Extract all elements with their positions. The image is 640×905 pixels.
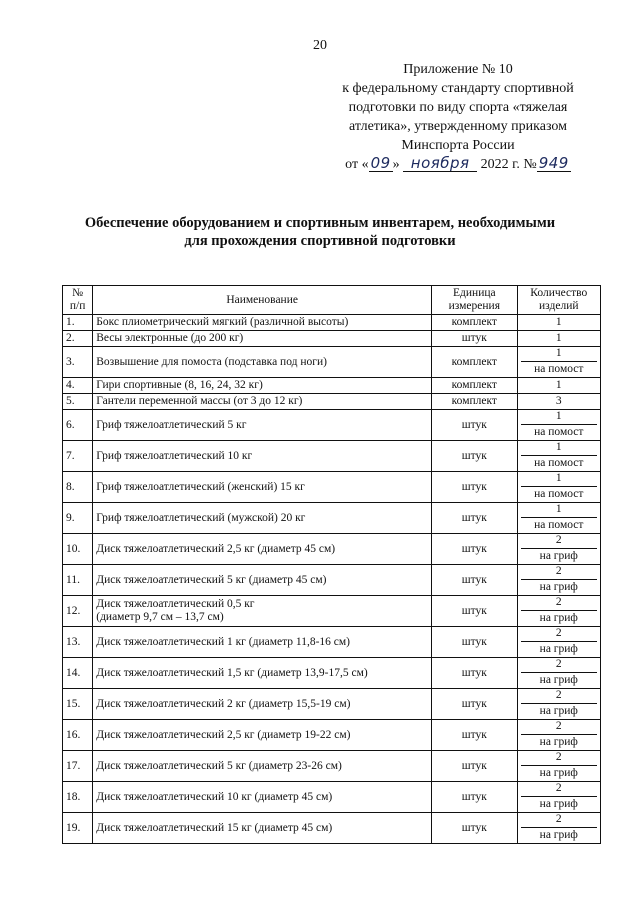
quantity-value: 2 [521, 751, 597, 766]
row-name: Возвышение для помоста (подставка под ноги) [93, 347, 432, 378]
quantity-unit: на помост [534, 488, 584, 500]
quantity-value: 1 [521, 472, 597, 487]
row-unit: штук [432, 331, 517, 347]
table-row [63, 410, 601, 441]
annex-line: атлетика», утвержденному приказом [348, 119, 567, 134]
row-unit: штук [432, 441, 517, 472]
header-name: Наименование [93, 286, 432, 315]
annex-line: к федеральному стандарту спортивной [342, 81, 574, 96]
quantity-value: 3 [555, 395, 562, 407]
row-number: 18. [63, 782, 93, 813]
row-name: Диск тяжелоатлетический 10 кг (диаметр 45 см) [93, 782, 432, 813]
quantity-unit: на гриф [539, 798, 578, 810]
row-unit: штук [432, 410, 517, 441]
table-row [63, 472, 601, 503]
quantity-unit: на гриф [539, 550, 578, 562]
row-unit: штук [432, 534, 517, 565]
quantity-value: 2 [521, 658, 597, 673]
row-name: Гриф тяжелоатлетический 5 кг [93, 410, 432, 441]
row-unit: штук [432, 627, 517, 658]
row-number: 15. [63, 689, 93, 720]
row-number: 17. [63, 751, 93, 782]
row-name: Диск тяжелоатлетический 15 кг (диаметр 45 см) [93, 813, 432, 844]
quantity-value: 2 [521, 720, 597, 735]
quantity-unit: на помост [534, 426, 584, 438]
row-unit: штук [432, 472, 517, 503]
row-number: 1. [63, 315, 93, 331]
row-name: Диск тяжелоатлетический 5 кг (диаметр 23-26 см) [93, 751, 432, 782]
row-unit: комплект [432, 347, 517, 378]
table-row [63, 347, 601, 378]
table-row [63, 565, 601, 596]
quantity-value: 2 [521, 596, 597, 611]
row-number: 13. [63, 627, 93, 658]
row-quantity [517, 658, 600, 689]
table-row [63, 378, 601, 394]
row-unit: комплект [432, 315, 517, 331]
date-day-close: » [392, 157, 400, 172]
row-name: Диск тяжелоатлетический 5 кг (диаметр 45 см) [93, 565, 432, 596]
row-name: Диск тяжелоатлетический 2,5 кг (диаметр 45 см) [93, 534, 432, 565]
row-name: Весы электронные (до 200 кг) [93, 331, 432, 347]
quantity-value: 1 [521, 347, 597, 362]
table-row [63, 331, 601, 347]
table-row [63, 751, 601, 782]
date-prefix: от « [345, 157, 369, 172]
order-date-line [308, 155, 608, 174]
quantity-unit: на гриф [539, 736, 578, 748]
table-row [63, 441, 601, 472]
row-number: 12. [63, 596, 93, 627]
row-number: 6. [63, 410, 93, 441]
row-name: Гриф тяжелоатлетический 10 кг [93, 441, 432, 472]
row-number: 2. [63, 331, 93, 347]
quantity-unit: на помост [534, 363, 584, 375]
equipment-table [62, 285, 601, 844]
quantity-value: 2 [521, 782, 597, 797]
table-row [63, 782, 601, 813]
quantity-value: 2 [521, 534, 597, 549]
row-quantity [517, 720, 600, 751]
row-unit: штук [432, 751, 517, 782]
quantity-value: 1 [555, 332, 562, 344]
row-unit: комплект [432, 394, 517, 410]
row-number: 16. [63, 720, 93, 751]
row-unit: штук [432, 503, 517, 534]
header-unit: Единица измерения [432, 286, 517, 315]
row-quantity [517, 394, 600, 410]
row-unit: штук [432, 596, 517, 627]
row-name: Диск тяжелоатлетический 1 кг (диаметр 11,8-16 см) [93, 627, 432, 658]
row-number: 19. [63, 813, 93, 844]
row-name: Диск тяжелоатлетический 2 кг (диаметр 15,5-19 см) [93, 689, 432, 720]
table-row [63, 534, 601, 565]
quantity-unit: на гриф [539, 612, 578, 624]
row-number: 9. [63, 503, 93, 534]
table-row [63, 627, 601, 658]
annex-line: Минспорта России [401, 138, 515, 153]
date-year: 2022 г. № [480, 157, 537, 172]
quantity-value: 1 [521, 410, 597, 425]
quantity-value: 1 [555, 379, 562, 391]
table-row [63, 315, 601, 331]
row-name [93, 596, 432, 627]
quantity-value: 1 [521, 441, 597, 456]
quantity-unit: на помост [534, 457, 584, 469]
page-number: 20 [313, 38, 327, 53]
row-number: 8. [63, 472, 93, 503]
quantity-unit: на гриф [539, 767, 578, 779]
handwritten-day: 09 [370, 154, 391, 172]
row-unit: штук [432, 720, 517, 751]
annex-header [308, 60, 608, 174]
quantity-unit: на гриф [539, 581, 578, 593]
row-number: 11. [63, 565, 93, 596]
row-unit: штук [432, 813, 517, 844]
row-quantity [517, 315, 600, 331]
row-quantity [517, 596, 600, 627]
row-name: Диск тяжелоатлетический 2,5 кг (диаметр 19-22 см) [93, 720, 432, 751]
table-row [63, 658, 601, 689]
row-quantity [517, 689, 600, 720]
row-unit: штук [432, 565, 517, 596]
row-quantity [517, 627, 600, 658]
quantity-value: 2 [521, 689, 597, 704]
annex-line: подготовки по виду спорта «тяжелая [348, 100, 568, 115]
quantity-unit: на гриф [539, 829, 578, 841]
row-quantity [517, 813, 600, 844]
row-name: Гриф тяжелоатлетический (женский) 15 кг [93, 472, 432, 503]
quantity-value: 2 [521, 627, 597, 642]
row-name: Диск тяжелоатлетический 1,5 кг (диаметр 13,9-17,5 см) [93, 658, 432, 689]
header-quantity: Количество изделий [517, 286, 600, 315]
quantity-value: 2 [521, 565, 597, 580]
table-row [63, 503, 601, 534]
row-number: 5. [63, 394, 93, 410]
row-quantity [517, 472, 600, 503]
annex-line: Приложение № 10 [403, 62, 513, 77]
row-quantity [517, 565, 600, 596]
row-name: Гриф тяжелоатлетический (мужской) 20 кг [93, 503, 432, 534]
row-name: Гантели переменной массы (от 3 до 12 кг) [93, 394, 432, 410]
handwritten-month: ноября [403, 155, 477, 172]
quantity-value: 2 [521, 813, 597, 828]
row-quantity [517, 410, 600, 441]
row-unit: штук [432, 658, 517, 689]
table-header-row [63, 286, 601, 315]
table-row [63, 394, 601, 410]
row-quantity [517, 441, 600, 472]
quantity-value: 1 [555, 316, 562, 328]
row-unit: штук [432, 689, 517, 720]
row-quantity [517, 782, 600, 813]
title-line-1: Обеспечение оборудованием и спортивным инвентарем, необходимыми [84, 215, 556, 231]
table-row [63, 720, 601, 751]
quantity-unit: на гриф [539, 705, 578, 717]
row-quantity [517, 347, 600, 378]
row-quantity [517, 378, 600, 394]
header-number: № п/п [63, 286, 93, 315]
handwritten-order-number: 949 [538, 154, 569, 172]
table-row [63, 689, 601, 720]
title-line-2: для прохождения спортивной подготовки [184, 233, 456, 249]
row-quantity [517, 503, 600, 534]
quantity-unit: на гриф [539, 643, 578, 655]
row-number: 3. [63, 347, 93, 378]
document-title [0, 214, 640, 250]
quantity-value: 1 [521, 503, 597, 518]
row-name: Бокс плиометрический мягкий (различной высоты) [93, 315, 432, 331]
row-number: 14. [63, 658, 93, 689]
row-quantity [517, 751, 600, 782]
quantity-unit: на помост [534, 519, 584, 531]
row-number: 10. [63, 534, 93, 565]
row-number: 7. [63, 441, 93, 472]
row-unit: штук [432, 782, 517, 813]
table-row [63, 813, 601, 844]
row-quantity [517, 534, 600, 565]
quantity-unit: на гриф [539, 674, 578, 686]
table-row [63, 596, 601, 627]
row-name-line: (диаметр 9,7 см – 13,7 см) [96, 611, 224, 623]
row-unit: комплект [432, 378, 517, 394]
row-name-line: Диск тяжелоатлетический 0,5 кг [96, 598, 255, 610]
row-number: 4. [63, 378, 93, 394]
table-body [63, 315, 601, 844]
row-name: Гири спортивные (8, 16, 24, 32 кг) [93, 378, 432, 394]
row-quantity [517, 331, 600, 347]
